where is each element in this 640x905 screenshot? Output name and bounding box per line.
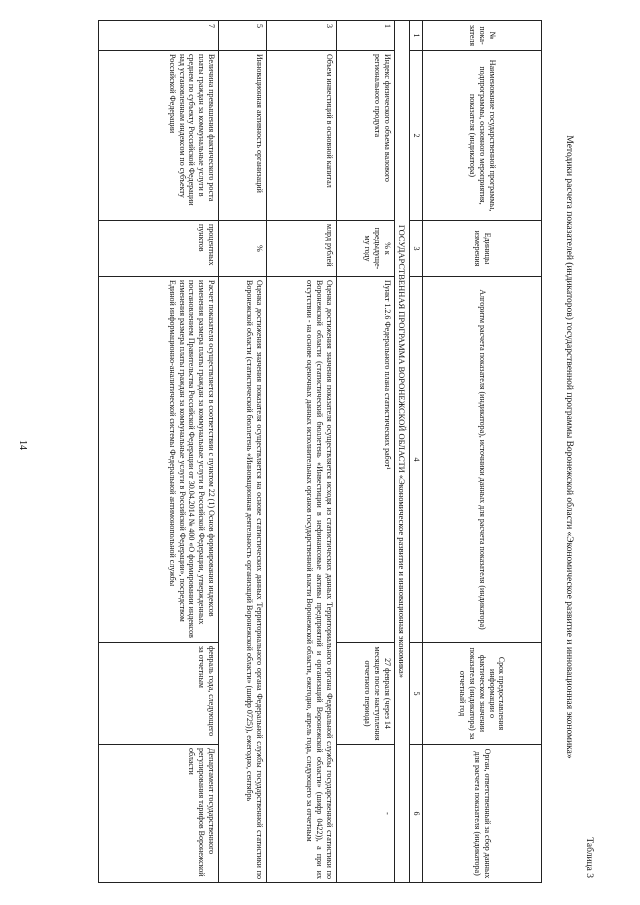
table-row: [98, 21, 218, 883]
header-unit: Единицы измерения: [423, 221, 542, 277]
row-unit: %: [218, 221, 266, 277]
row-algorithm: Расчет показателя осуществляется в соответствии с пунктом 22 (1) Основ формирования индексов изменения размера платы граждан за коммунальные услуги в Российской Федерации, утвержденных постановлением Правительства Российской Федерации от 30.04.2014 № 400 «О формировании индексов изменения размера платы граждан за коммунальные услуги в Российской Федерации», посредством Единой информационно-аналитической системы Федеральной антимонопольной службы: [98, 277, 218, 643]
section-label: ГОСУДАРСТВЕННАЯ ПРОГРАММА ВОРОНЕЖСКОЙ ОБЛАСТИ «Экономическое развитие и инновационная экономика»: [394, 21, 409, 883]
row-unit: % к предыдуще-му году: [336, 221, 394, 277]
row-unit: млрд рублей: [266, 221, 336, 277]
header-responsible: Орган, ответственный за сбор данных для расчета показателя (индикатора): [423, 745, 542, 883]
row-name: Индекс физического объема валового регионального продукта: [336, 51, 394, 221]
row-name: Объем инвестиций в основной капитал: [266, 51, 336, 221]
header-row: [423, 21, 542, 883]
row-unit: процентных пунктов: [98, 221, 218, 277]
header-deadline: Срок предоставления информации о фактическом значении показателя (индикатора) за отчетный год: [423, 643, 542, 745]
row-responsible: -: [336, 745, 394, 883]
row-num: 3: [266, 21, 336, 51]
column-number-row: [410, 21, 423, 883]
row-num: 1: [336, 21, 394, 51]
header-num: № пока-зателя: [423, 21, 542, 51]
column-number: 6: [410, 745, 423, 883]
column-number: 3: [410, 221, 423, 277]
table-label: Таблица 3: [584, 837, 594, 878]
table-row: [266, 21, 336, 883]
row-deadline: 27 февраля (через 14 месяцев после наступления отчетного периода): [336, 643, 394, 745]
page-number: 14: [17, 440, 28, 450]
table-row: [336, 21, 394, 883]
table-row: [218, 21, 266, 883]
column-number: 1: [410, 21, 423, 51]
row-name: Величина превышения фактического роста платы граждан за коммунальные услуги в среднем по субъекту Российской Федерации над установленным индексом по субъекту Российской Федерации: [98, 51, 218, 221]
section-row: [394, 21, 409, 883]
document-title: Методики расчета показателей (индикаторов) государственной программы Воронежской области «Экономическое развитие и инновационная экономика»: [564, 135, 574, 759]
column-number: 4: [410, 277, 423, 643]
row-deadline: февраль года, следующего за отчетным: [98, 643, 218, 745]
row-algorithm: Оценка достижения значения показателя осуществляется исходя из статистических данных Территориального органа Федеральной службы государственной статистики по Воронежской области (статистический бюллетень «Инвестиции в нефинансовые активы предприятий и организаций Воронежской области» (шифр 0422)), а при их отсутствии - на основе оценочных данных исполнительных органов государственной власти Воронежской области, ежегодно, апрель года, следующего за отчетным: [266, 277, 336, 883]
column-number: 5: [410, 643, 423, 745]
row-responsible: Департамент государственного регулирования тарифов Воронежской области: [98, 745, 218, 883]
header-name: Наименование государственной программы, подпрограммы, основного мероприятия, показателя (индикатора): [423, 51, 542, 221]
indicators-table: [98, 20, 542, 883]
rotated-page-content: [28, 12, 598, 882]
header-algorithm: Алгоритм расчета показателя (индикатора), источники данных для расчета показателя (индикатора): [423, 277, 542, 643]
column-number: 2: [410, 51, 423, 221]
row-algorithm: Оценка достижения значения показателя осуществляется на основе статистических данных Территориального органа Федеральной службы государственной статистики по Воронежской области (статистический бюллетень «Инновационная деятельность организаций Воронежской области» (шифр 0725)), ежегодно, сентябрь: [218, 277, 266, 883]
row-algorithm: Пункт 1.2.6 Федерального плана статистических работ¹: [336, 277, 394, 643]
row-name: Инновационная активность организаций: [218, 51, 266, 221]
row-num: 7: [98, 21, 218, 51]
row-num: 5: [218, 21, 266, 51]
